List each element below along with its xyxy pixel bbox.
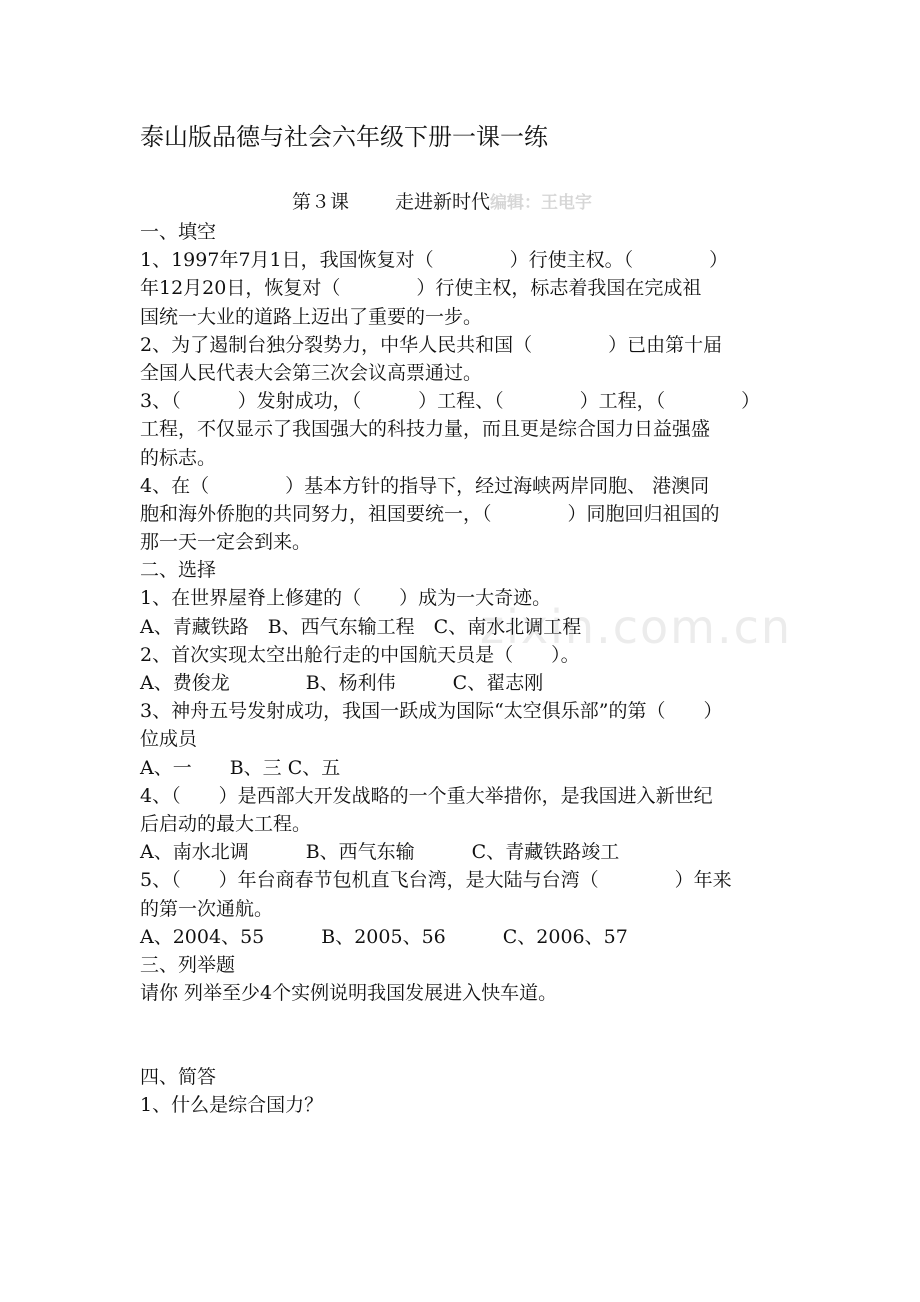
text-line: 4、（ ）是西部大开发战略的一个重大举措你，是我国进入新世纪 (140, 784, 713, 807)
lesson-name: 走进新时代 (395, 191, 491, 213)
text-line: 1、在世界屋脊上修建的（ ）成为一大奇迹。 (140, 587, 552, 610)
text-line: 3、神舟五号发射成功，我国一跃成为国际“太空俱乐部”的第（ ） (140, 700, 723, 723)
text-line: 的第一次通航。 (140, 897, 274, 920)
options-line: A、费俊龙 B、杨利伟 C、翟志刚 (140, 672, 544, 694)
text-line: 4、在（ ）基本方针的指导下，经过海峡两岸同胞、 港澳同 (140, 474, 710, 497)
text-line: 国统一大业的道路上迈出了重要的一步。 (140, 305, 483, 328)
options-line: A、一 B、三 C、五 (140, 756, 341, 779)
options-line: A、青藏铁路 B、西气东输工程 C、南水北调工程 (140, 615, 582, 638)
text-line: 后启动的最大工程。 (140, 812, 312, 835)
lesson-heading (292, 188, 592, 217)
section-heading-short-answer: 四、简答 (140, 1066, 217, 1089)
lesson-number: 第３课 (292, 191, 350, 213)
text-line: 1、1997年7月1日，我国恢复对（ ）行使主权。（ ） (140, 249, 729, 272)
exercise-body (140, 218, 840, 1120)
text-line: 工程，不仅显示了我国强大的科技力量，而且更是综合国力日益强盛 (140, 418, 711, 441)
text-line: 胞和海外侨胞的共同努力，祖国要统一，（ ）同胞回归祖国的 (140, 502, 720, 525)
section-heading-list: 三、列举题 (140, 953, 236, 976)
section-heading-choice: 二、选择 (140, 559, 217, 582)
watermark: zixin.com.cn (480, 600, 793, 654)
text-line: 请你 列举至少4个实例说明我国发展进入快车道。 (140, 982, 558, 1005)
text-line: 那一天一定会到来。 (140, 531, 312, 554)
document-title: 泰山版品德与社会六年级下册一课一练 (140, 123, 548, 151)
options-line: A、南水北调 B、西气东输 C、青藏铁路竣工 (140, 841, 620, 864)
text-line: 2、为了遏制台独分裂势力，中华人民共和国（ ）已由第十届 (140, 333, 723, 356)
answer-space (140, 1007, 840, 1063)
text-line: 位成员 (140, 728, 198, 751)
text-line: 1、什么是综合国力？ (140, 1094, 324, 1117)
text-line: 年12月20日，恢复对（ ）行使主权，标志着我国在完成祖 (140, 277, 702, 300)
editor-stamp: 编辑：王电宇 (490, 193, 593, 213)
text-line: 全国人民代表大会第三次会议高票通过。 (140, 361, 483, 384)
text-line: 2、首次实现太空出舱行走的中国航天员是（ ）。 (140, 643, 580, 666)
text-line: 的标志。 (140, 446, 217, 469)
text-line: 5、（ ）年台商春节包机直飞台湾，是大陆与台湾（ ）年来 (140, 869, 732, 892)
section-heading-fill: 一、填空 (140, 221, 217, 243)
text-line: 3、（ ）发射成功，（ ）工程、（ ）工程，（ ） (140, 390, 761, 413)
options-line: A、2004、55 B、2005、56 C、2006、57 (140, 925, 628, 948)
